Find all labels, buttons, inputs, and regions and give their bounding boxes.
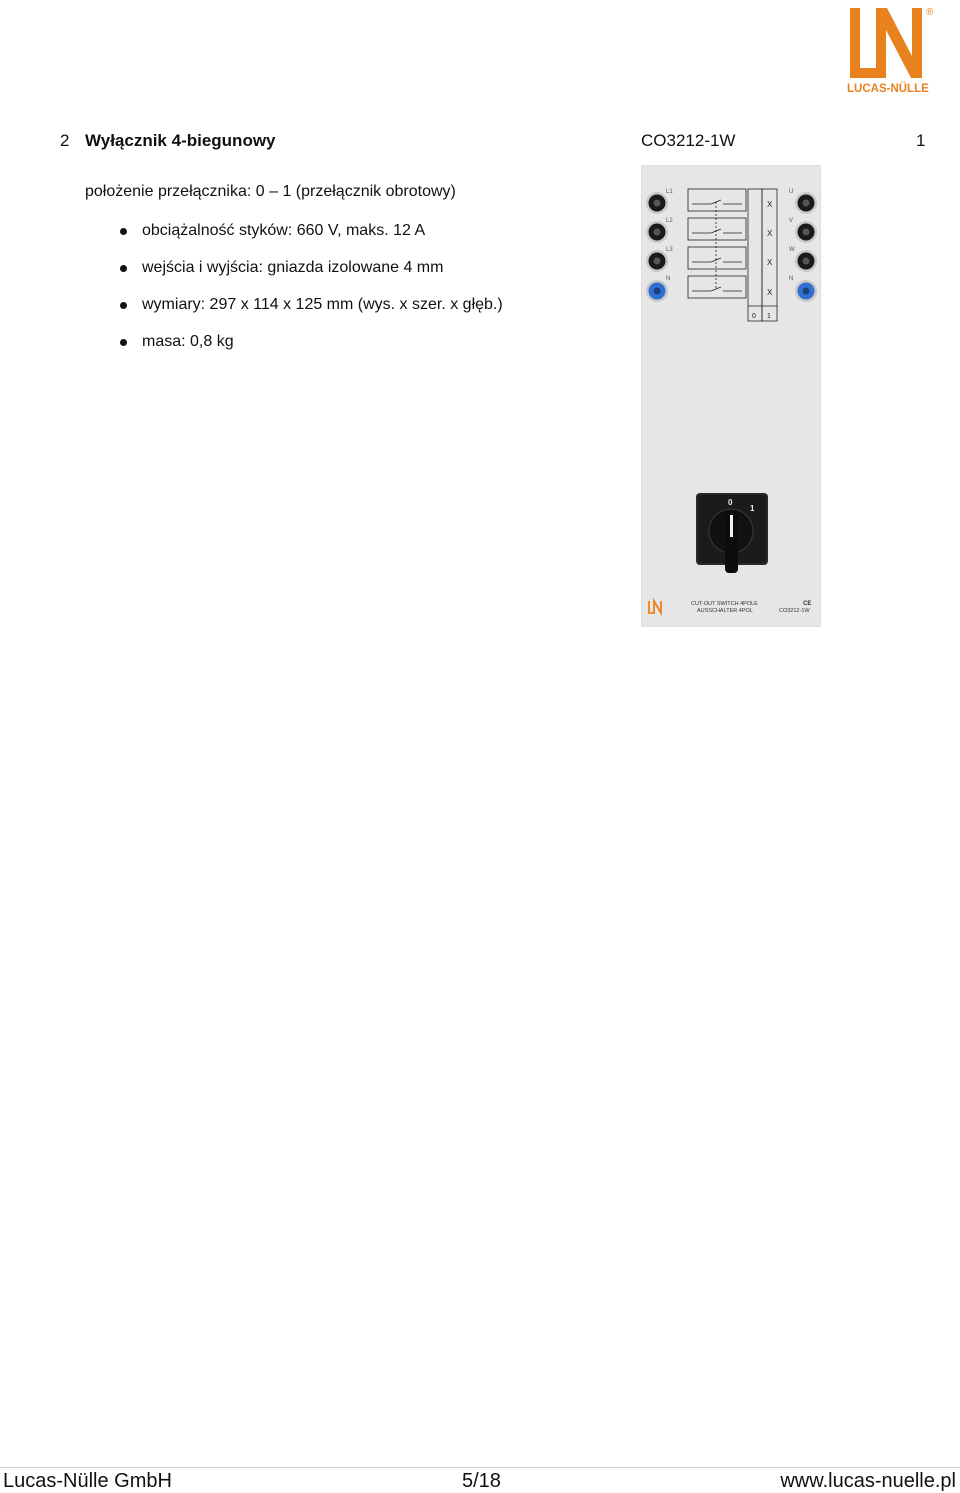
diagram-position-1: 1 [767, 313, 771, 320]
input-socket-l2 [646, 221, 668, 243]
spec-item-mass: masa: 0,8 kg [120, 331, 503, 368]
switch-position-0-label: 0 [728, 498, 733, 507]
item-number: 2 [60, 131, 70, 150]
spec-item-dimensions: wymiary: 297 x 114 x 125 mm (wys. x szer. x głęb.) [120, 294, 503, 331]
lucas-nuelle-logo [846, 4, 936, 96]
x-mark-3: X [767, 258, 773, 267]
item-quantity: 1 [916, 131, 926, 150]
x-mark-2: X [767, 229, 773, 238]
input-socket-l3 [646, 250, 668, 272]
input-label-n: N [666, 276, 671, 282]
input-socket-l1 [646, 192, 668, 214]
product-label-line2: AUSSCHALTER 4POL [697, 608, 753, 614]
diagram-position-0: 0 [752, 313, 756, 320]
ce-mark: CE [803, 601, 812, 607]
output-socket-v [795, 221, 817, 243]
x-mark-4: X [767, 288, 773, 297]
input-socket-n [646, 280, 668, 302]
input-label-l1: L1 [666, 189, 673, 195]
rotary-switch [696, 493, 768, 573]
input-label-l3: L3 [666, 247, 673, 253]
spec-item-contact-rating: obciążalność styków: 660 V, maks. 12 A [120, 220, 503, 257]
output-label-n: N [789, 276, 794, 282]
footer-page-number: 5/18 [462, 1470, 501, 1492]
output-label-u: U [789, 189, 794, 195]
switch-position-intro: położenie przełącznika: 0 – 1 (przełącznik obrotowy) [85, 183, 456, 200]
output-socket-w [795, 250, 817, 272]
logo-brand-text: LUCAS-NÜLLE [847, 83, 929, 95]
registered-mark: ® [926, 7, 934, 18]
footer-website[interactable]: www.lucas-nuelle.pl [780, 1470, 956, 1492]
switch-position-1-label: 1 [750, 504, 755, 513]
product-image [641, 165, 821, 627]
output-label-v: V [789, 218, 794, 224]
output-label-w: W [789, 247, 795, 253]
footer-divider [0, 1467, 960, 1468]
item-title: Wyłącznik 4-biegunowy [85, 131, 276, 150]
item-code: CO3212-1W [641, 131, 736, 150]
spec-list [120, 220, 503, 368]
x-mark-1: X [767, 200, 773, 209]
output-socket-u [795, 192, 817, 214]
input-label-l2: L2 [666, 218, 673, 224]
footer-company: Lucas-Nülle GmbH [3, 1470, 172, 1492]
output-socket-n [795, 280, 817, 302]
product-label-code: CO3212-1W [779, 608, 810, 614]
spec-item-io: wejścia i wyjścia: gniazda izolowane 4 mm [120, 257, 503, 294]
product-label-line1: CUT-OUT SWITCH 4POLE [691, 601, 758, 607]
